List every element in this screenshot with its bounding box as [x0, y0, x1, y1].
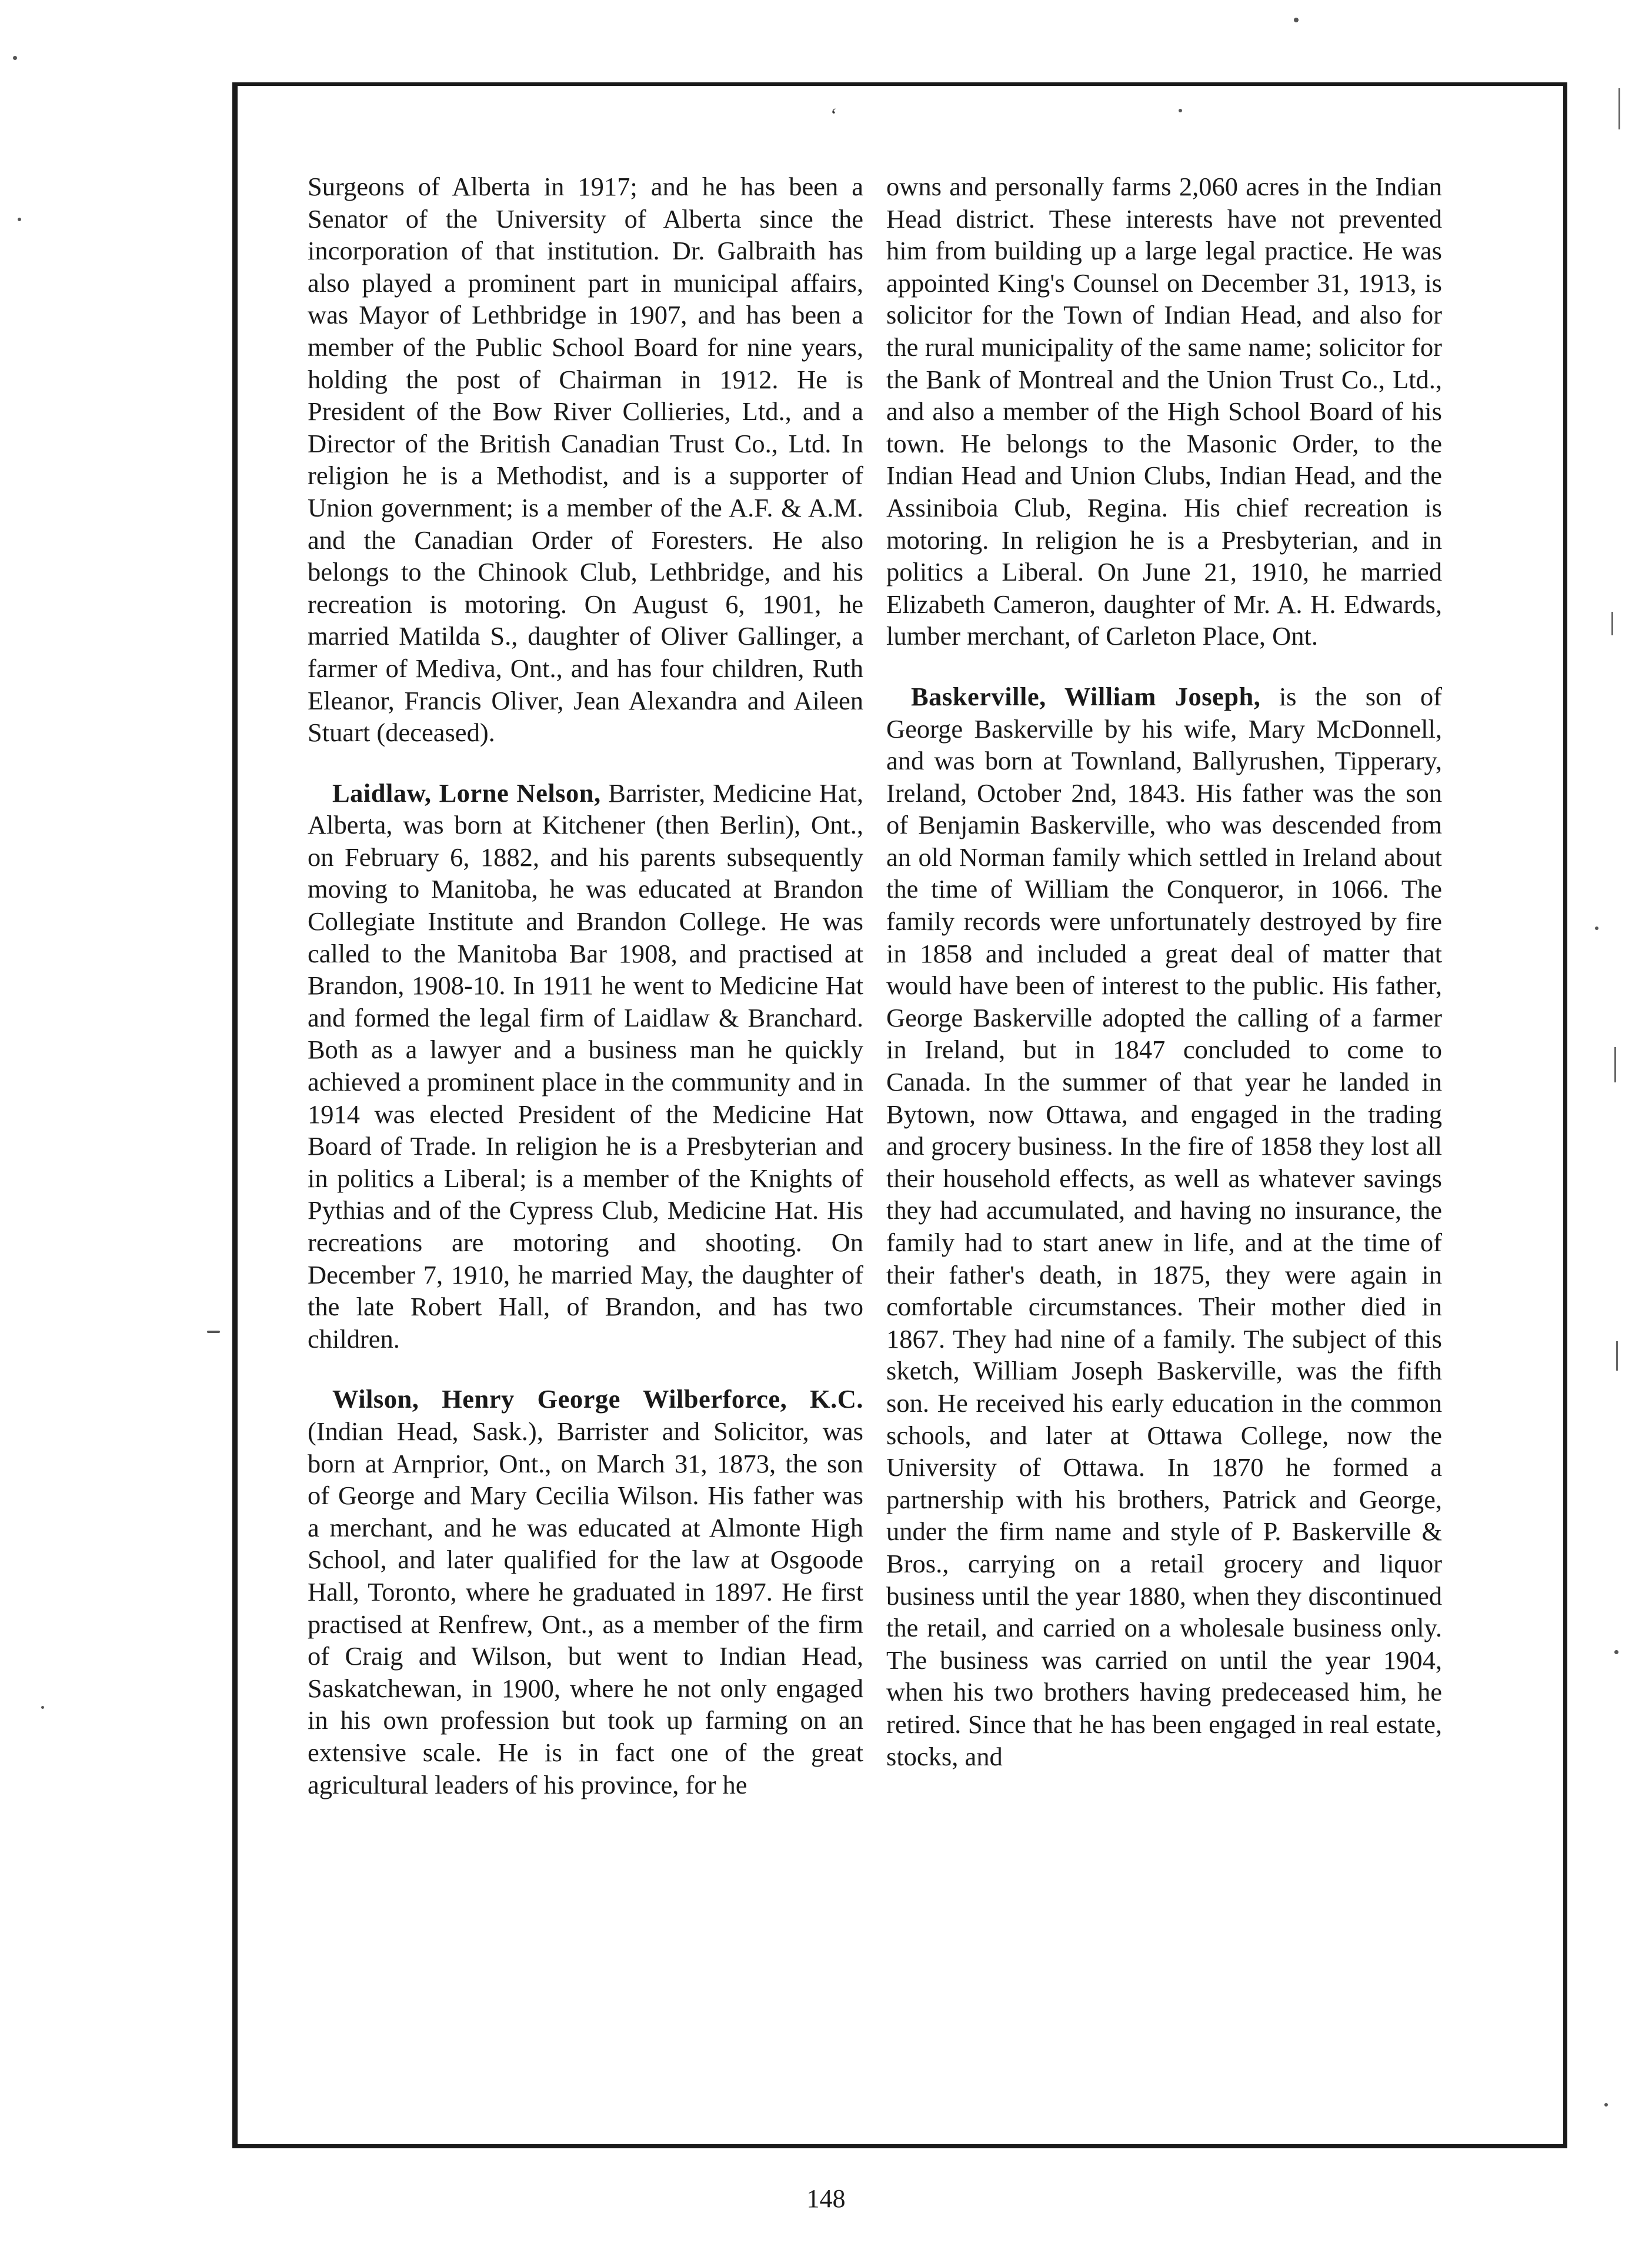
right-column: [886, 171, 1442, 1772]
scan-edge-mark: [1611, 612, 1613, 635]
laidlaw-entry: [308, 777, 863, 1355]
scan-edge-mark: [1618, 88, 1620, 129]
scan-speck: [13, 56, 17, 60]
scan-speck: [41, 1706, 44, 1709]
baskerville-name: Baskerville, William Joseph,: [911, 681, 1261, 711]
header-mark: ‘: [830, 105, 837, 126]
scan-speck: [1604, 2103, 1608, 2107]
scan-speck: [1179, 109, 1182, 112]
baskerville-entry: [886, 681, 1442, 1772]
page-number: 148: [806, 2184, 846, 2213]
left-column: [308, 171, 863, 1801]
wilson-text: (Indian Head, Sask.), Barrister and Solicitor, was born at Arnprior, Ont., on March 31, 1873, the son of George and Mary Cecilia Wilson. His father was a merchant, and he was educated at Almonte High School, and later qualified for the law at Osgoode Hall, Toronto, where he graduated in 1897. He first practised at Renfrew, Ont., as a member of the firm of Craig and Wilson, but went to Indian Head, Saskatchewan, in 1900, where he not only engaged in his own profession but took up farming on an extensive scale. He is in fact one of the great agricultural leaders of his province, for he: [308, 1416, 863, 1799]
laidlaw-name: Laidlaw, Lorne Nelson,: [332, 778, 601, 808]
wilson-entry: [308, 1383, 863, 1801]
scan-edge-mark: [1614, 1047, 1616, 1082]
scan-speck: [1614, 1650, 1618, 1654]
wilson-name: Wilson, Henry George Wilberforce, K.C.: [332, 1384, 863, 1414]
laidlaw-text: Barrister, Medicine Hat, Alberta, was born at Kitchener (then Berlin), Ont., on February 6, 1882, and his parents subsequently moving to Manitoba, he was educated at Brandon Collegiate Institute and Brandon College. He was called to the Manitoba Bar 1908, and practised at Brandon, 1908-10. In 1911 he went to Medicine Hat and formed the legal firm of Laidlaw & Branchard. Both as a lawyer and a business man he quickly achieved a prominent place in the community and in 1914 was elected President of the Medicine Hat Board of Trade. In religion he is a Presbyterian and in politics a Liberal; is a member of the Knights of Pythias and of the Cypress Club, Medicine Hat. His recreations are motoring and shooting. On December 7, 1910, he married May, the daughter of the late Robert Hall, of Brandon, and has two children.: [308, 778, 863, 1354]
scan-edge-mark: [1616, 1341, 1618, 1371]
scan-speck: [1294, 18, 1299, 22]
scan-speck: [1595, 926, 1598, 930]
galbraith-continuation: Surgeons of Alberta in 1917; and he has been a Senator of the University of Alberta since the incorporation of that institution. Dr. Galbraith has also played a prominent part in municipal affairs, was Mayor of Lethbridge in 1907, and has been a member of the Public School Board for nine years, holding the post of Chairman in 1912. He is President of the Bow River Collieries, Ltd., and a Director of the British Canadian Trust Co., Ltd. In religion he is a Methodist, and is a supporter of Union government; is a member of the A.F. & A.M. and the Canadian Order of Foresters. He also belongs to the Chinook Club, Lethbridge, and his recreation is motoring. On August 6, 1901, he married Matilda S., daughter of Oliver Gallinger, a farmer of Mediva, Ont., and has four children, Ruth Eleanor, Francis Oliver, Jean Alexandra and Aileen Stuart (deceased).: [308, 172, 863, 748]
scan-speck: [18, 218, 21, 221]
scan-speck: [207, 1331, 220, 1333]
wilson-continuation: owns and personally farms 2,060 acres in the Indian Head district. These interests have not prevented him from building up a large legal practice. He was appointed King's Counsel on December 31, 1913, is solicitor for the Town of Indian Head, and also for the rural municipality of the same name; solicitor for the Bank of Montreal and the Union Trust Co., Ltd., and also a member of the High School Board of his town. He belongs to the Masonic Order, to the Indian Head and Union Clubs, Indian Head, and the Assiniboia Club, Regina. His chief recreation is motoring. In religion he is a Presbyterian, and in politics a Liberal. On June 21, 1910, he married Elizabeth Cameron, daughter of Mr. A. H. Edwards, lumber merchant, of Carleton Place, Ont.: [886, 172, 1442, 651]
baskerville-text: is the son of George Baskerville by his wife, Mary McDonnell, and was born at Townland, Ballyrushen, Tipperary, Ireland, October 2nd, 1843. His father was the son of Benjamin Baskerville, who was descended from an old Norman family which settled in Ireland about the time of William the Conqueror, in 1066. The family records were unfortunately destroyed by fire in 1858 and included a great deal of matter that would have been of interest to the public. His father, George Baskerville adopted the calling of a farmer in Ireland, but in 1847 concluded to come to Canada. In the summer of that year he landed in Bytown, now Ottawa, and engaged in the trading and grocery business. In the fire of 1858 they lost all their household effects, as well as whatever savings they had accumulated, and having no insurance, the family had to start anew in life, and at the time of their father's death, in 1875, they were again in comfortable circumstances. Their mother died in 1867. They had nine of a family. The subject of this sketch, William Joseph Baskerville, was the fifth son. He received his early education in the common schools, and later at Ottawa College, now the University of Ottawa. In 1870 he formed a partnership with his brothers, Patrick and George, under the firm name and style of P. Baskerville & Bros., carrying on a retail grocery and liquor business until the year 1880, when they discontinued the retail, and carried on a wholesale business only. The business was carried on until the year 1904, when his two brothers having predeceased him, he retired. Since that he has been engaged in real estate, stocks, and: [886, 681, 1442, 1771]
